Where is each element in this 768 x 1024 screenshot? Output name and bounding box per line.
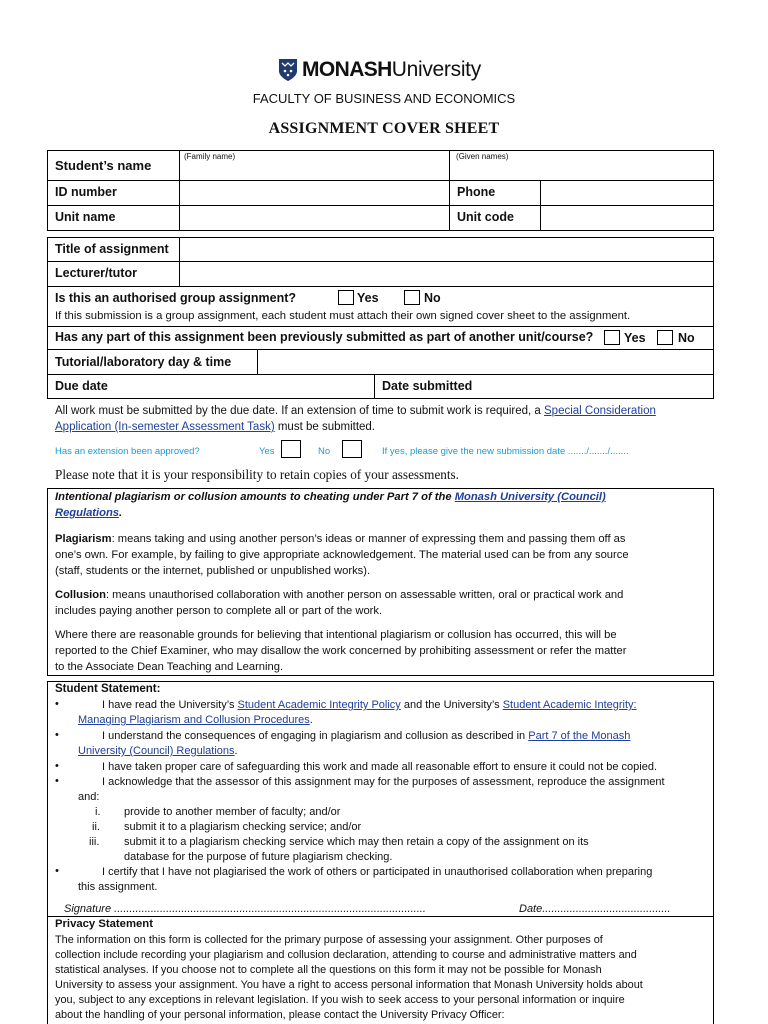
privacy-heading: Privacy Statement [55,918,153,930]
extension-yes-label: Yes [259,446,275,457]
id-number-label: ID number [55,185,117,199]
monash-logo [278,57,481,83]
sub-i-number: i. [95,806,101,818]
integrity-procedures-link[interactable]: Student Academic Integrity: [502,699,637,711]
statement-3: I have taken proper care of safeguarding this work and made all reasonable effort to ensure it could not be copied. [102,761,658,773]
id-number-field[interactable] [180,181,448,204]
integrity-policy-link[interactable]: Student Academic Integrity Policy [237,699,401,711]
group-no-label: No [424,291,441,305]
extension-paragraph: All work must be submitted by the due date. If an extension of time to submit work is required, a Special Consideration Application (In-semester Assessment Task) must be submitted. [55,405,656,433]
due-date-field[interactable] [150,375,373,398]
unit-code-field[interactable] [541,206,713,230]
bullet-1: • [55,698,59,710]
sub-iii-number: iii. [89,836,100,848]
lecturer-tutor-label: Lecturer/tutor [55,266,137,280]
family-name-field[interactable] [180,161,448,179]
page-title: ASSIGNMENT COVER SHEET [268,120,500,137]
previous-no-checkbox[interactable] [657,330,673,345]
date-line[interactable]: Date.......................................... [519,903,671,915]
unit-code-label: Unit code [457,210,514,224]
extension-approved-question: Has an extension been approved? [55,446,200,457]
council-regulations-link[interactable]: Monash University (Council) [454,491,606,503]
group-no-checkbox[interactable] [404,290,420,305]
previous-no-label: No [678,331,695,345]
monash-crest-icon [278,58,298,82]
bullet-3: • [55,760,59,772]
statement-1: I have read the University’s Student Academic Integrity Policy and the University’s Student Academic Integrity: Managing Plagiarism and Collusion Procedures. [78,699,637,726]
extension-yes-checkbox[interactable] [281,440,301,458]
group-note: If this submission is a group assignment, each student must attach their own signed cover sheet to the assignment. [55,310,631,322]
council-regulations-link-cont[interactable]: Regulations [55,507,120,519]
statement-5: I certify that I have not plagiarised the work of others or participated in unauthorised collaboration when preparing this assignment. [78,866,653,893]
sub-ii-number: ii. [92,821,100,833]
due-date-label: Due date [55,379,108,393]
collusion-definition: Collusion: means unauthorised collaboration with another person on assessable written, oral or practical work and includes paying another person to complete all or part of the work. [55,589,624,617]
sub-i-text: provide to another member of faculty; and/or [124,806,341,818]
students-name-label: Student’s name [55,158,152,173]
bullet-2: • [55,729,59,741]
signature-line[interactable]: Signature ...................................................................................................... [64,903,426,915]
date-submitted-label: Date submitted [382,379,473,393]
statement-2: I understand the consequences of engaging in plagiarism and collusion as described in Part 7 of the Monash University (Council) Regulations. [78,730,631,757]
tutorial-time-field[interactable] [258,350,713,373]
group-yes-label: Yes [357,291,379,305]
previous-yes-label: Yes [624,331,646,345]
student-statement-heading: Student Statement: [55,683,161,695]
family-name-hint: (Family name) [184,152,236,161]
title-of-assignment-label: Title of assignment [55,242,169,256]
group-assignment-question: Is this an authorised group assignment? [55,291,297,305]
plagiarism-heading: Intentional plagiarism or collusion amounts to cheating under Part 7 of the Monash University (Council) Regulations. [55,491,606,519]
title-of-assignment-field[interactable] [180,238,713,260]
phone-field[interactable] [541,181,713,204]
phone-label: Phone [457,185,496,199]
given-names-field[interactable] [450,161,713,179]
bullet-5: • [55,865,59,877]
bullet-4: • [55,775,59,787]
integrity-procedures-link-cont[interactable]: Managing Plagiarism and Collusion Procedures [78,714,310,726]
lecturer-tutor-field[interactable] [180,262,713,285]
part7-regulations-link-cont[interactable]: University (Council) Regulations [78,745,235,757]
previous-yes-checkbox[interactable] [604,330,620,345]
new-submission-date: If yes, please give the new submission date ......./......./....... [382,446,629,457]
unit-name-label: Unit name [55,210,116,224]
sub-ii-text: submit it to a plagiarism checking service; and/or [124,821,362,833]
extension-no-label: No [318,446,331,457]
part7-regulations-link[interactable]: Part 7 of the Monash [528,730,631,742]
statement-4: I acknowledge that the assessor of this assignment may for the purposes of assessment, reproduce the assignment and: [78,776,665,803]
reasonable-grounds-paragraph: Where there are reasonable grounds for believing that intentional plagiarism or collusion has occurred, this will be reported to the Chief Examiner, who may disallow the work concerned by prohibiting assessment or refer the matter to the Associate Dean Teaching and Learning. [55,629,627,673]
given-names-hint: (Given names) [456,152,509,161]
unit-name-field[interactable] [180,206,448,230]
group-yes-checkbox[interactable] [338,290,354,305]
plagiarism-definition: Plagiarism: means taking and using another person’s ideas or manner of expressing them and passing them off as one’s own. For example, by failing to give appropriate acknowledgement. The material used can be from any source (staff, students or the internet, published or unpublished works). [55,533,629,577]
faculty-name: FACULTY OF BUSINESS AND ECONOMICS [252,91,516,106]
extension-no-checkbox[interactable] [342,440,362,458]
previously-submitted-question: Has any part of this assignment been previously submitted as part of another unit/course? [55,330,594,344]
tutorial-time-label: Tutorial/laboratory day & time [55,355,232,369]
date-submitted-field[interactable] [480,375,713,398]
privacy-statement: The information on this form is collected for the primary purpose of assessing your assignment. Other purposes of collection include recording your plagiarism and collusion declaration, attending to course and administrative matters and statistical analyses. If you choose not to complete all the questions on this form it may not be possible for Monash University to assess your assignment. You have a right to access personal information that Monash University holds about you, subject to any exceptions in relevant legislation. If you wish to seek access to your personal information or inquire about the handling of your personal information, please contact the University Privacy Officer: [55,934,643,1021]
sub-iii-text: submit it to a plagiarism checking service which may then retain a copy of the assignment on its database for the purpose of future plagiarism checking. [124,836,589,863]
special-consideration-link-cont[interactable]: Application (In-semester Assessment Task) [55,421,275,433]
special-consideration-link[interactable]: Special Consideration [544,405,656,417]
logo-wordmark: MONASHUniversity [302,58,481,81]
retain-copies-note: Please note that it is your responsibility to retain copies of your assessments. [55,467,459,482]
